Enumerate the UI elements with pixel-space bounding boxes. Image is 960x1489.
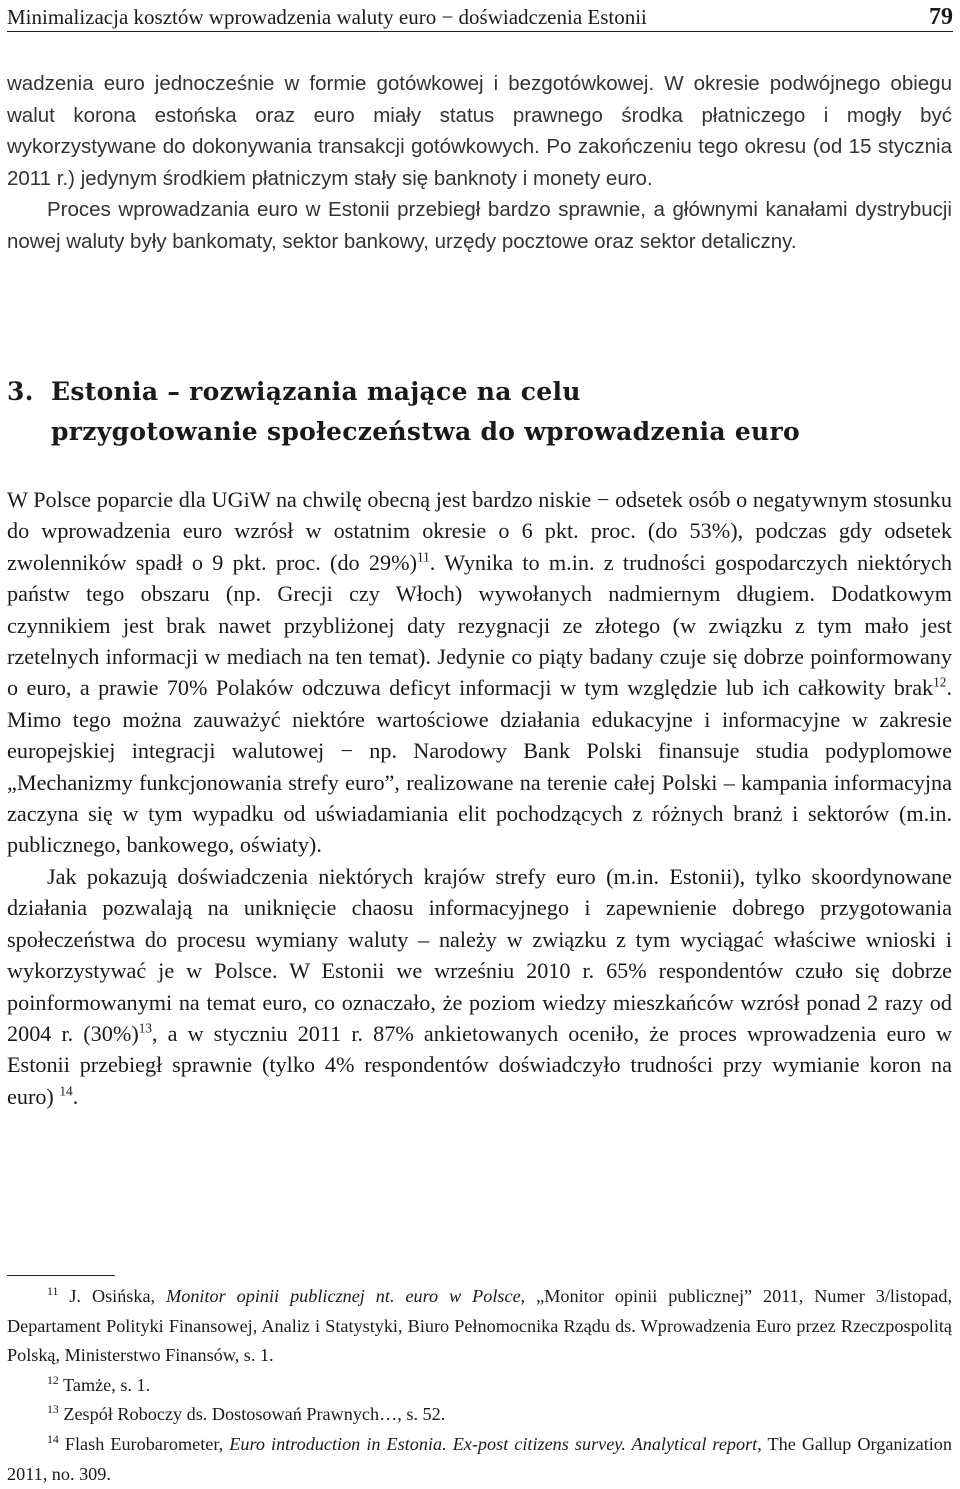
section-number: 3. bbox=[7, 377, 34, 406]
footnote-ref-11[interactable]: 11 bbox=[416, 549, 430, 565]
footnote-ref-13[interactable]: 13 bbox=[138, 1020, 153, 1036]
text-run: . Mimo tego można zauważyć niektóre wartościowe działania edukacyjne i informacyjne w zakresie europejskiej integracji walutowej − np. Narodowy Bank Polski finansuje studia podyplomowe „Mechanizmy funkcjonowania strefy euro”, realizowane na terenie całej Polski – kampania informacyjna zaczyna się w tym wypadku od uświadamiania elit pochodzących z różnych branż i sektorów (m.in. publicznego, bankowego, oświaty). bbox=[7, 675, 952, 858]
footnote-text: Flash Eurobarometer, bbox=[58, 1433, 230, 1454]
text-run: W Polsce poparcie dla UGiW na chwilę obecną jest bardzo niskie − odsetek osób o negatywnym stosunku do wprowadzenia euro wzrósł w ostatnim okresie o 6 pkt. proc. (do 53%), podczas gdy odsetek zwolenników spadł o 9 pkt. proc. (do 29%) bbox=[7, 487, 952, 575]
footnote-number: 11 bbox=[47, 1283, 59, 1298]
footnotes bbox=[7, 1282, 952, 1489]
footnote-12 bbox=[7, 1371, 952, 1401]
section-title-line1: Estonia – rozwiązania mające na celu bbox=[51, 377, 581, 406]
top-text bbox=[7, 68, 952, 258]
footnote-text: Zespół Roboczy ds. Dostosowań Prawnych…, s. 52. bbox=[58, 1404, 446, 1425]
section-title-line2: przygotowanie społeczeństwa do wprowadzenia euro bbox=[51, 417, 800, 446]
section-heading bbox=[7, 372, 952, 452]
footnote-number: 14 bbox=[47, 1431, 59, 1446]
footnote-number: 12 bbox=[47, 1372, 59, 1387]
text-run: Jak pokazują doświadczenia niektórych krajów strefy euro (m.in. Estonii), tylko skoordynowane działania pozwalają na uniknięcie chaosu informacyjnego i zapewnienie dobrego przygotowania społeczeństwa do procesu wymiany waluty – należy w związku z tym wyciągać właściwe wnioski i wykorzystywać je w Polsce. W Estonii we wrześniu 2010 r. 65% respondentów czuło się dobrze poinformowanymi na temat euro, co oznaczało, że poziom wiedzy mieszkańców wzrósł ponad 2 razy od 2004 r. (30%) bbox=[7, 863, 952, 1046]
footnote-text: Tamże, s. 1. bbox=[58, 1374, 151, 1395]
footnote-number: 13 bbox=[47, 1402, 59, 1417]
footnote-text: J. Osińska, bbox=[58, 1286, 167, 1306]
text-run: . bbox=[72, 1083, 79, 1109]
running-header bbox=[7, 4, 953, 32]
footnote-text: , „Monitor opinii publicznej” 2011, Numer 3/listopad, Departament Polityki Finansowej, Analiz i Statystyki, Biuro Pełnomocnika Rządu ds. Wprowadzenia Euro przez Rzeczpospolitą Polską, Ministerstwo Finansów, s. 1. bbox=[7, 1286, 953, 1366]
footnote-text: , The Gallup Organization 2011, no. 309. bbox=[7, 1433, 952, 1484]
text-run: , a w styczniu 2011 r. 87% ankietowanych oceniło, że proces wprowadzenia euro w Estonii przebiegł sprawnie (tylko 4% respondentów doświadczyło trudności przy wymianie koron na euro) bbox=[7, 1020, 952, 1109]
paragraph-estonia-experience bbox=[7, 861, 952, 1112]
paragraph-continuation: wadzenia euro jednocześnie w formie gotówkowej i bezgotówkowej. W okresie podwójnego obiegu walut korona estońska oraz euro miały status prawnego środka płatniczego i mogły być wykorzystywane do dokonywania transakcji gotówkowych. Po zakończeniu tego okresu (od 15 stycznia 2011 r.) jedynym środkiem płatniczym stały się banknoty i monety euro. bbox=[7, 72, 952, 190]
paragraph-poland bbox=[7, 484, 952, 861]
running-header-title: Minimalizacja kosztów wprowadzenia waluty euro − doświadczenia Estonii bbox=[7, 5, 647, 29]
page-number: 79 bbox=[929, 4, 953, 30]
footnote-ref-14[interactable]: 14 bbox=[59, 1083, 73, 1099]
footnote-14 bbox=[7, 1430, 952, 1489]
footnote-11 bbox=[7, 1282, 952, 1371]
body-text bbox=[7, 484, 952, 1112]
text-run: . Wynika to m.in. z trudności gospodarczych niektórych państw tego obszaru (np. Grecji czy Włoch) wywołanych nadmiernym długiem. Dodatkowym czynnikiem jest brak nawet przybliżonej daty rezygnacji ze złotego (w związku z tym mało jest rzetelnych informacji w mediach na ten temat). Jedynie co piąty badany czuje się dobrze poinformowany o euro, a prawie 70% Polaków odczuwa deficyt informacji w tym względzie lub ich całkowity brak bbox=[7, 549, 952, 701]
footnote-title-italic: Monitor opinii publicznej nt. euro w Polsce bbox=[166, 1286, 521, 1306]
footnote-13 bbox=[7, 1400, 952, 1430]
footnote-ref-12[interactable]: 12 bbox=[933, 675, 947, 691]
paragraph-process: Proces wprowadzania euro w Estonii przebiegł bardzo sprawnie, a głównymi kanałami dystrybucji nowej waluty były bankomaty, sektor bankowy, urzędy pocztowe oraz sektor detaliczny. bbox=[7, 198, 952, 253]
header-rule bbox=[7, 31, 953, 32]
footnote-title-italic: Euro introduction in Estonia. Ex-post citizens survey. Analytical report bbox=[229, 1433, 758, 1454]
footnote-rule bbox=[7, 1275, 115, 1276]
